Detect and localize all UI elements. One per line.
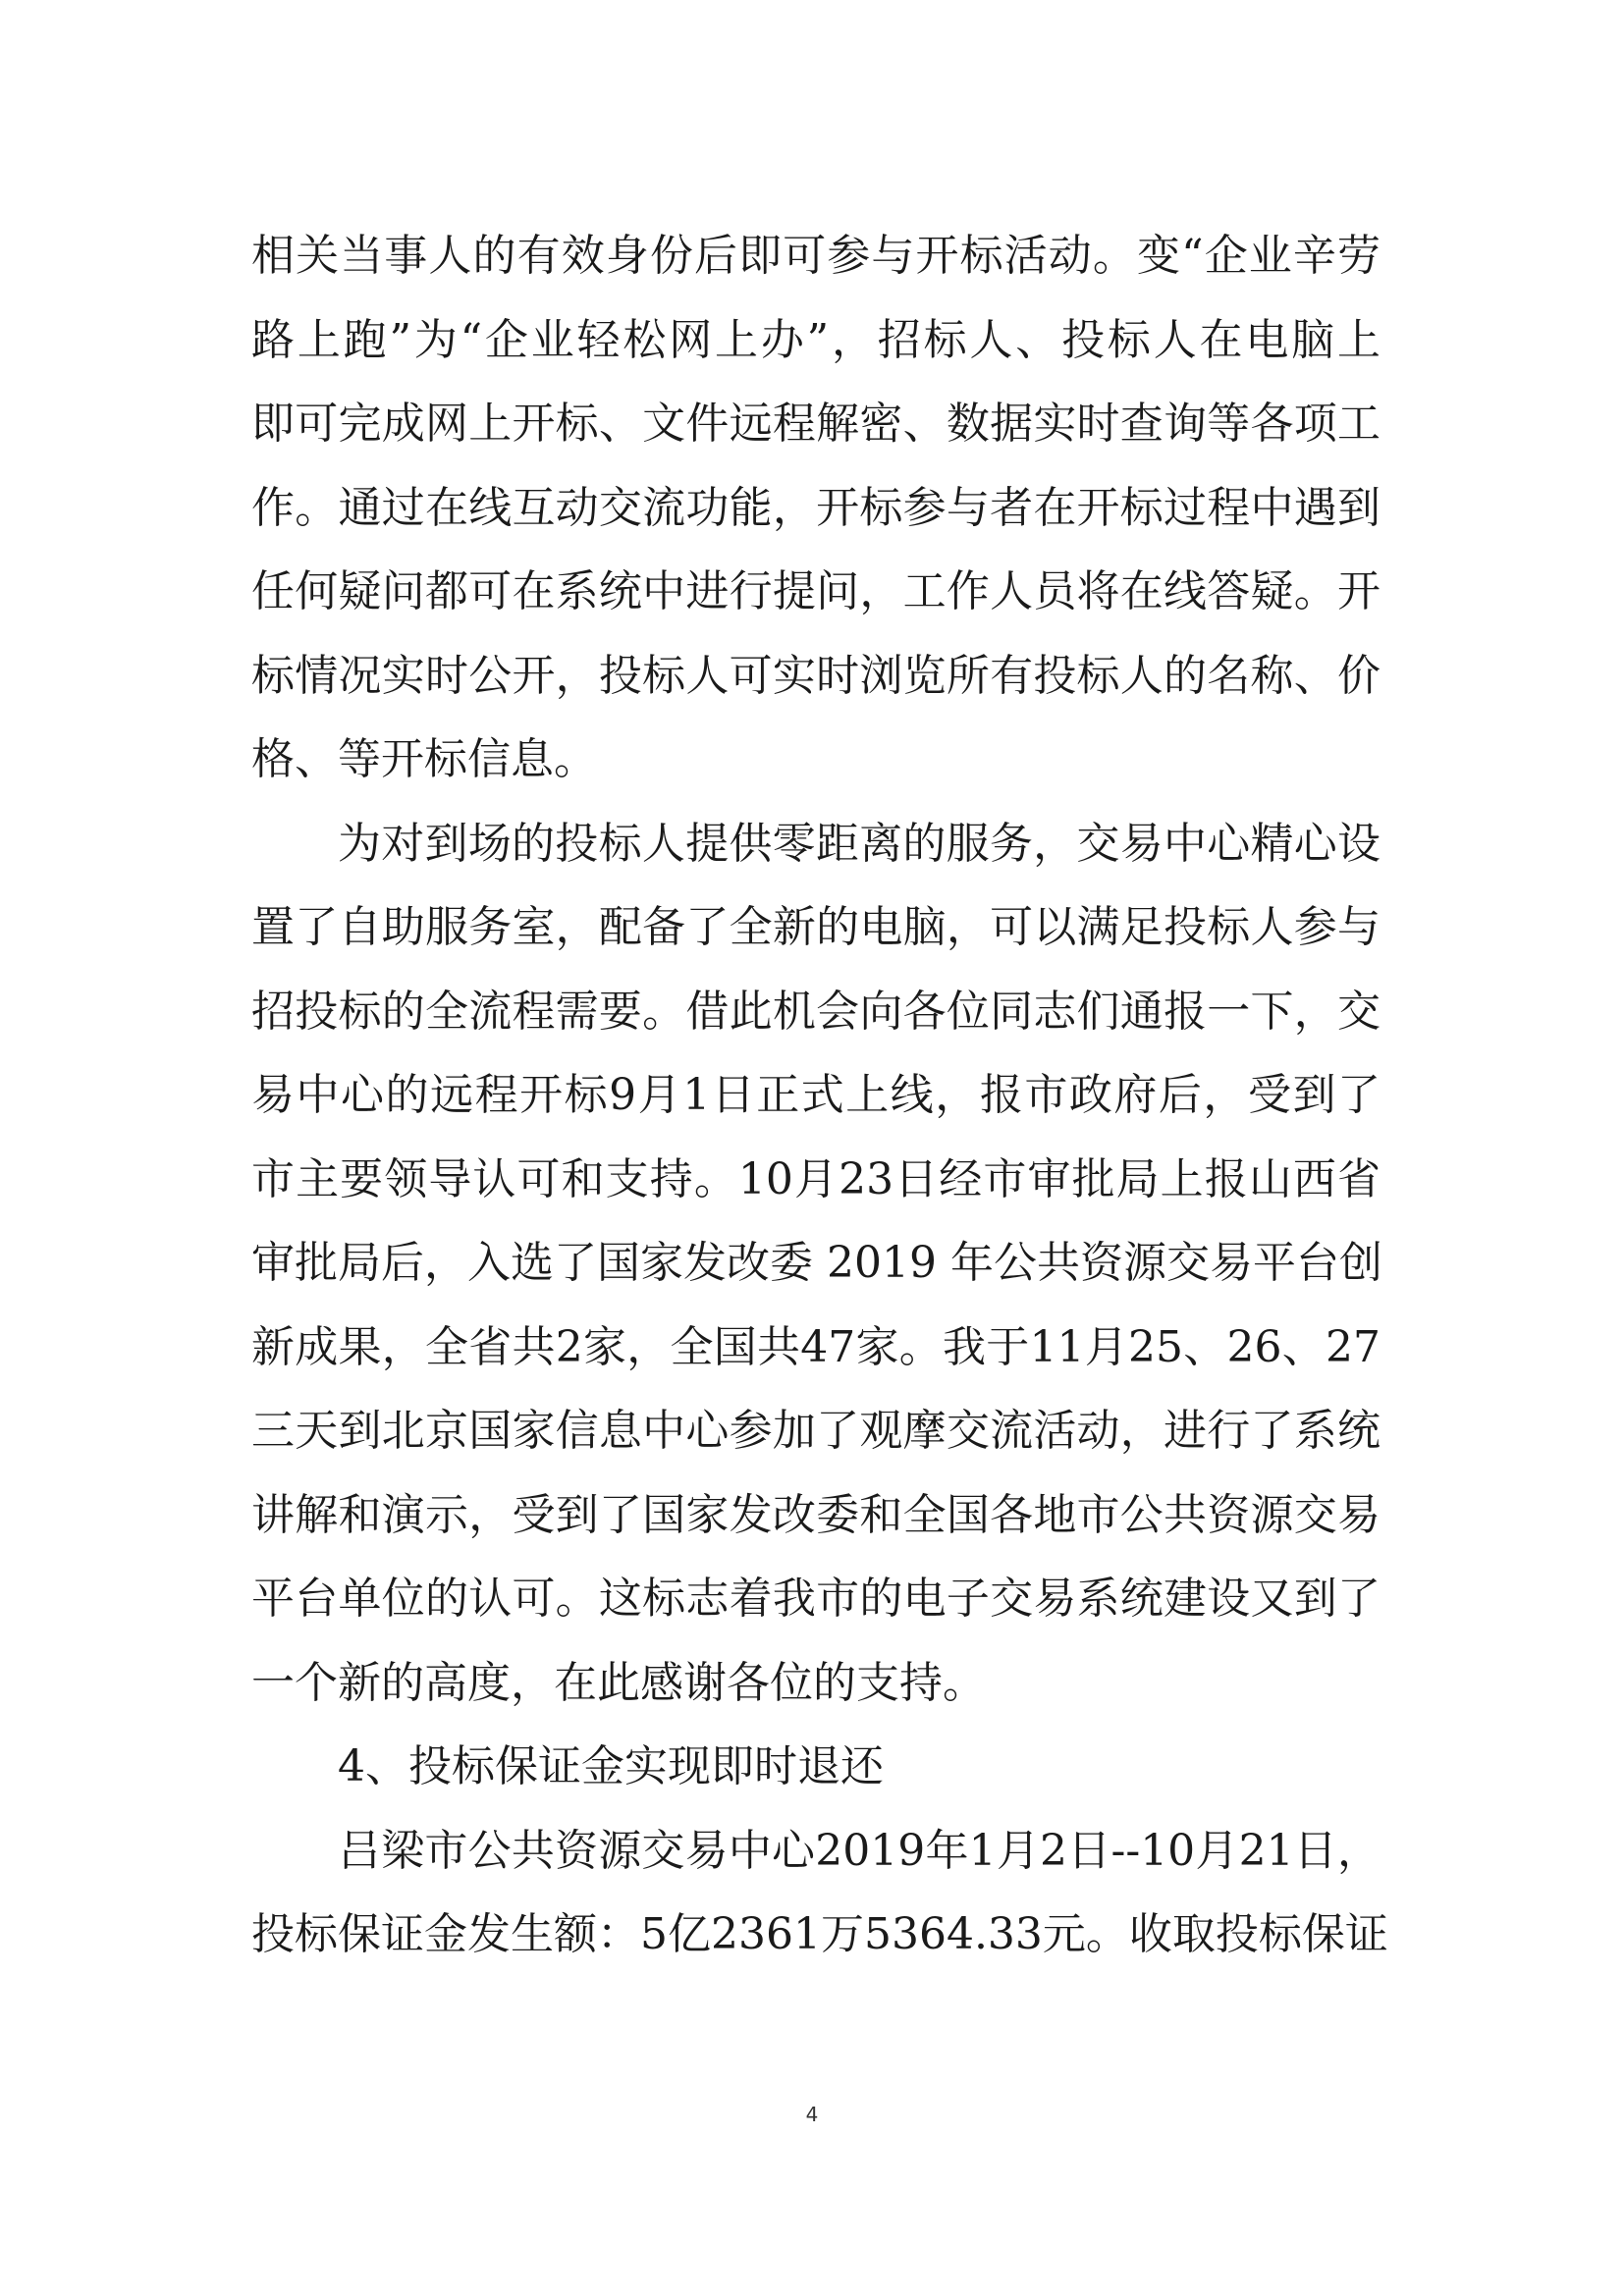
text-line: 为对到场的投标人提供零距离的服务，交易中心精心设 <box>338 818 1380 869</box>
section-heading-deposit-refund <box>251 1725 1380 1809</box>
text-line: 审批局后，入选了国家发改委 2019 年公共资源交易平台创 <box>251 1238 1382 1288</box>
text-line: 路上跑”为“企业轻松网上办”，招标人、投标人在电脑上 <box>251 314 1380 365</box>
text-line: 易中心的远程开标9月1日正式上线，报市政府后，受到了 <box>251 1070 1380 1120</box>
text-line: 一个新的高度，在此感谢各位的支持。 <box>251 1657 986 1708</box>
text-line: 即可完成网上开标、文件远程解密、数据实时查询等各项工 <box>251 399 1380 449</box>
text-line: 招投标的全流程需要。借此机会向各位同志们通报一下，交 <box>251 986 1380 1037</box>
body-text <box>251 214 1388 1977</box>
text-line: 三天到北京国家信息中心参加了观摩交流活动，进行了系统 <box>251 1406 1380 1456</box>
text-line: 投标保证金发生额：5亿2361万5364.33元。收取投标保证 <box>251 1909 1388 1959</box>
text-line: 平台单位的认可。这标志着我市的电子交易系统建设又到了 <box>251 1574 1380 1624</box>
text-line: 相关当事人的有效身份后即可参与开标活动。变“企业辛劳 <box>251 231 1380 281</box>
text-line: 作。通过在线互动交流功能，开标参与者在开标过程中遇到 <box>251 482 1380 533</box>
page-number: 4 <box>805 2103 819 2126</box>
text-line: 置了自助服务室，配备了全新的电脑，可以满足投标人参与 <box>251 902 1380 952</box>
text-line: 新成果，全省共2家，全国共47家。我于11月25、26、27 <box>251 1321 1380 1372</box>
text-line: 格、等开标信息。 <box>251 734 597 784</box>
text-line: 标情况实时公开，投标人可实时浏览所有投标人的名称、价 <box>251 650 1380 701</box>
text-line: 市主要领导认可和支持。10月23日经市审批局上报山西省 <box>251 1153 1380 1204</box>
text-line: 任何疑问都可在系统中进行提问，工作人员将在线答疑。开 <box>251 566 1380 616</box>
paragraph-self-service-room <box>251 802 1380 1726</box>
section-heading: 4、投标保证金实现即时退还 <box>338 1741 884 1791</box>
paragraph-bid-deposit <box>251 1809 1388 1977</box>
text-line: 讲解和演示，受到了国家发改委和全国各地市公共资源交易 <box>251 1489 1380 1540</box>
text-line: 吕梁市公共资源交易中心2019年1月2日--10月21日， <box>338 1825 1380 1876</box>
paragraph-remote-bid-opening <box>251 214 1380 802</box>
